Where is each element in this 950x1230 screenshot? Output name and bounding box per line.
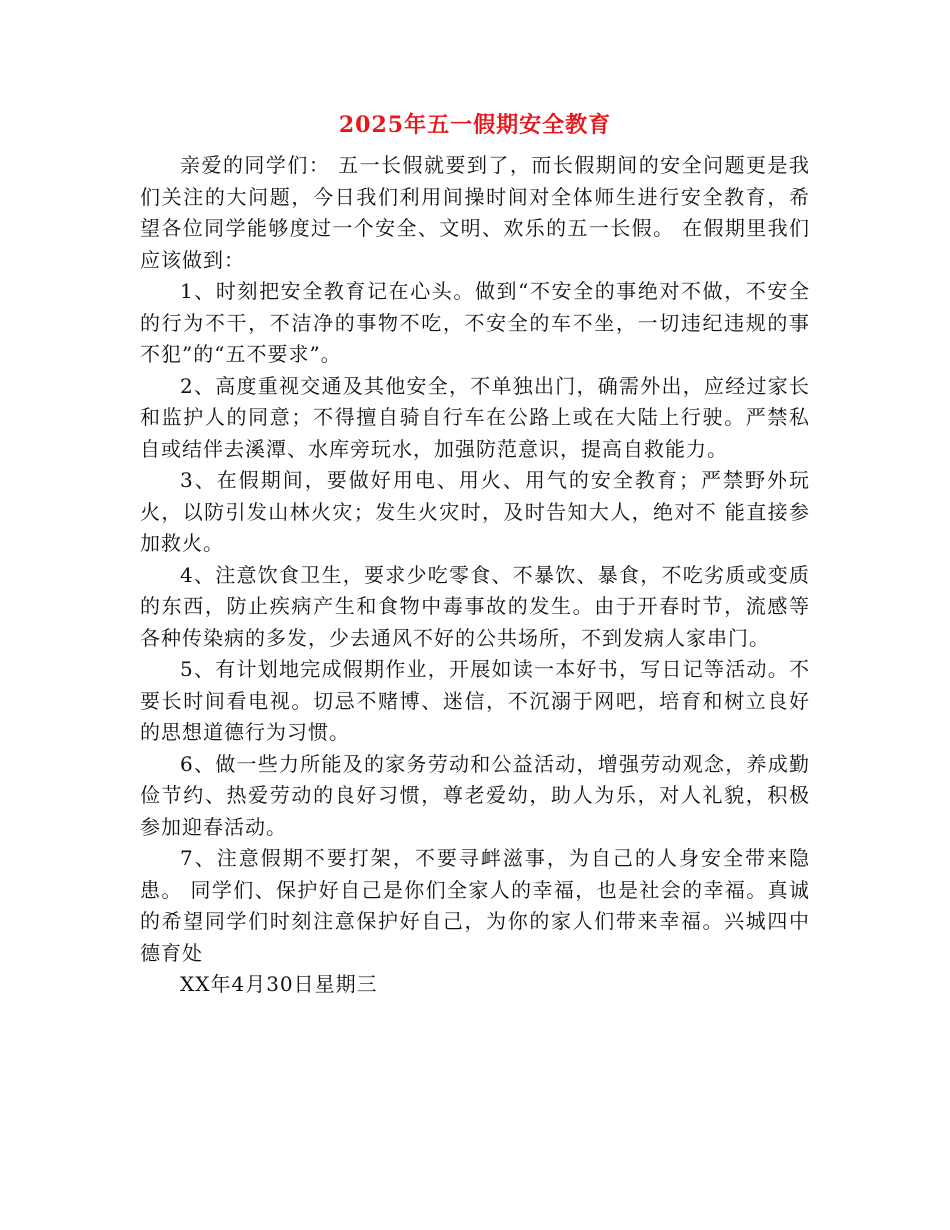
document-body	[140, 150, 810, 1001]
document-title: 2025年五一假期安全教育	[338, 112, 612, 138]
rule-1-paragraph: 1、时刻把安全教育记在心头。做到“不安全的事绝对不做，不安全的行为不干，不洁净的事物不吃，不安全的车不坐，一切违纪违规的事不犯”的“五不要求”。	[140, 279, 810, 366]
intro-paragraph: 亲爱的同学们： 五一长假就要到了，而长假期间的安全问题更是我们关注的大问题，今日我们利用间操时间对全体师生进行安全教育，希望各位同学能够度过一个安全、文明、欢乐的五一长假。 在假期里我们应该做到：	[140, 153, 810, 272]
rule-3-paragraph: 3、在假期间，要做好用电、用火、用气的安全教育；严禁野外玩火，以防引发山林火灾；发生火灾时，及时告知大人，绝对不 能直接参加救火。	[140, 468, 810, 555]
rule-4-paragraph: 4、注意饮食卫生，要求少吃零食、不暴饮、暴食，不吃劣质或变质的东西，防止疾病产生和食物中毒事故的发生。由于开春时节，流感等各种传染病的多发，少去通风不好的公共场所，不到发病人家串门。	[140, 562, 810, 650]
rule-6-paragraph: 6、做一些力所能及的家务劳动和公益活动，增强劳动观念，养成勤俭节约、热爱劳动的良好习惯，尊老爱幼，助人为乐，对人礼貌，积极参加迎春活动。	[140, 751, 810, 839]
date-line: XX年4月30日星期三	[180, 972, 378, 996]
rule-5-paragraph: 5、有计划地完成假期作业，开展如读一本好书，写日记等活动。不要长时间看电视。切忌不赌博、迷信，不沉溺于网吧，培育和树立良好的思想道德行为习惯。	[140, 657, 810, 744]
rule-7-paragraph: 7、注意假期不要打架，不要寻衅滋事，为自己的人身安全带来隐患。 同学们、保护好自己是你们全家人的幸福，也是社会的幸福。真诚的希望同学们时刻注意保护好自己，为你的家人们带来幸福。兴城四中德育处	[140, 846, 810, 965]
rule-2-paragraph: 2、高度重视交通及其他安全，不单独出门，确需外出，应经过家长和监护人的同意；不得擅自骑自行车在公路上或在大陆上行驶。严禁私自或结伴去溪潭、水库旁玩水，加强防范意识，提高自救能力。	[140, 373, 810, 461]
